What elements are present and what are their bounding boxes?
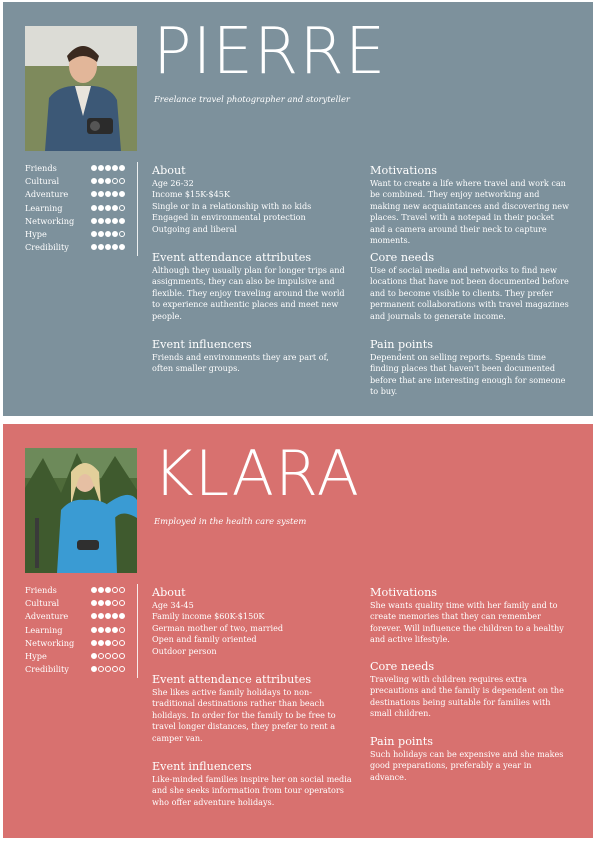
rating-dot-empty <box>112 178 118 184</box>
about-line: Income $15K-$45K <box>152 189 230 200</box>
rating-dot-filled <box>91 613 97 619</box>
trait-list <box>25 162 138 256</box>
rating-dot-filled <box>91 653 97 659</box>
core-needs-section <box>370 660 570 720</box>
rating-dot-empty <box>119 640 125 646</box>
rating-dot-filled <box>98 627 104 633</box>
rating-dot-filled <box>98 613 104 619</box>
trait-rating <box>91 600 126 607</box>
trait-rating <box>91 244 126 251</box>
rating-dot-filled <box>91 205 97 211</box>
rating-dot-filled <box>98 640 104 646</box>
trait-label: Cultural <box>25 598 60 609</box>
section-title: Event influencers <box>152 760 252 773</box>
trait-rating <box>91 191 126 198</box>
rating-dot-empty <box>98 653 104 659</box>
rating-dot-filled <box>91 666 97 672</box>
section-text: Want to create a life where travel and work can be combined. They enjoy networking and making new acquaintances and discovering new places. Travel with a notepad in their pocket and a camera around their neck to capture moments. <box>370 178 570 246</box>
persona-card-pierre <box>3 2 593 416</box>
rating-dot-filled <box>91 587 97 593</box>
rating-dot-filled <box>105 627 111 633</box>
trait-rating <box>91 640 126 647</box>
trait-row <box>25 610 137 623</box>
rating-dot-empty <box>112 600 118 606</box>
rating-dot-filled <box>98 178 104 184</box>
trait-row <box>25 162 137 175</box>
rating-dot-empty <box>119 666 125 672</box>
trait-rating <box>91 205 126 212</box>
section-title: Motivations <box>370 586 438 599</box>
section-text: She likes active family holidays to non-traditional destinations rather than beach holidays. In order for the family to be free to travel longer distances, they prefer to rent a camper van. <box>152 687 336 743</box>
rating-dot-filled <box>91 218 97 224</box>
rating-dot-filled <box>112 244 118 250</box>
rating-dot-filled <box>105 640 111 646</box>
section-title: Pain points <box>370 338 433 351</box>
trait-row <box>25 215 137 228</box>
rating-dot-filled <box>119 218 125 224</box>
trait-list <box>25 584 138 678</box>
trait-rating <box>91 653 126 660</box>
event-attendance-section <box>152 673 352 744</box>
section-title: Core needs <box>370 660 435 673</box>
trait-label: Credibility <box>25 242 69 253</box>
trait-label: Networking <box>25 637 75 648</box>
rating-dot-filled <box>119 191 125 197</box>
rating-dot-empty <box>112 653 118 659</box>
pain-points-section <box>370 338 570 398</box>
persona-photo <box>25 26 137 151</box>
trait-rating <box>91 587 126 594</box>
about-line: Age 34-45 <box>152 600 194 610</box>
rating-dot-filled <box>112 218 118 224</box>
rating-dot-filled <box>91 244 97 250</box>
rating-dot-filled <box>105 600 111 606</box>
about-line: Open and family oriented <box>152 634 257 645</box>
trait-row <box>25 637 137 650</box>
rating-dot-filled <box>91 165 97 171</box>
trait-label: Adventure <box>25 611 69 622</box>
trait-row <box>25 188 137 201</box>
rating-dot-filled <box>105 218 111 224</box>
rating-dot-filled <box>112 205 118 211</box>
trait-row <box>25 228 137 241</box>
rating-dot-empty <box>119 587 125 593</box>
trait-row <box>25 202 137 215</box>
rating-dot-filled <box>105 244 111 250</box>
rating-dot-filled <box>112 165 118 171</box>
event-attendance-section <box>152 251 352 322</box>
trait-row <box>25 597 137 610</box>
rating-dot-empty <box>119 231 125 237</box>
persona-name: KLARA <box>153 437 361 510</box>
trait-rating <box>91 218 126 225</box>
about-section <box>152 164 311 235</box>
persona-tagline: Freelance travel photographer and storyteller <box>154 94 350 104</box>
rating-dot-filled <box>105 165 111 171</box>
rating-dot-filled <box>105 191 111 197</box>
rating-dot-filled <box>98 231 104 237</box>
rating-dot-filled <box>91 178 97 184</box>
rating-dot-empty <box>119 627 125 633</box>
persona-photo <box>25 448 137 573</box>
rating-dot-filled <box>91 600 97 606</box>
motivations-section <box>370 164 570 246</box>
motivations-section <box>370 586 570 646</box>
rating-dot-filled <box>119 244 125 250</box>
rating-dot-filled <box>91 627 97 633</box>
trait-rating <box>91 666 126 673</box>
trait-label: Networking <box>25 215 75 226</box>
rating-dot-empty <box>112 666 118 672</box>
section-text: Dependent on selling reports. Spends time finding places that haven't been documented before that are interesting enough for someone to buy. <box>370 352 566 397</box>
trait-row <box>25 624 137 637</box>
rating-dot-filled <box>105 205 111 211</box>
trait-label: Learning <box>25 624 63 635</box>
core-needs-section <box>370 251 570 322</box>
trait-row <box>25 175 137 188</box>
section-title: About <box>152 586 186 599</box>
section-title: Event attendance attributes <box>152 673 312 686</box>
rating-dot-filled <box>98 218 104 224</box>
rating-dot-filled <box>98 587 104 593</box>
rating-dot-empty <box>112 587 118 593</box>
rating-dot-filled <box>112 191 118 197</box>
section-title: About <box>152 164 186 177</box>
rating-dot-filled <box>105 613 111 619</box>
persona-tagline: Employed in the health care system <box>154 516 307 526</box>
about-line: Family income $60K-$150K <box>152 611 265 622</box>
persona-name: PIERRE <box>153 15 387 89</box>
rating-dot-filled <box>98 600 104 606</box>
rating-dot-filled <box>119 613 125 619</box>
about-line: Single or in a relationship with no kids <box>152 200 312 211</box>
trait-row <box>25 241 137 254</box>
about-line: Outdoor person <box>152 645 217 656</box>
about-section <box>152 586 283 657</box>
trait-rating <box>91 613 126 620</box>
trait-label: Credibility <box>25 664 69 675</box>
rating-dot-filled <box>105 178 111 184</box>
section-text: Traveling with children requires extra precautions and the family is dependent on the destinations being suitable for families with small children. <box>370 674 564 719</box>
trait-rating <box>91 231 126 238</box>
rating-dot-filled <box>91 231 97 237</box>
rating-dot-filled <box>91 640 97 646</box>
rating-dot-empty <box>119 205 125 211</box>
trait-label: Cultural <box>25 176 60 187</box>
rating-dot-filled <box>105 231 111 237</box>
pain-points-section <box>370 735 570 783</box>
trait-label: Learning <box>25 202 63 213</box>
trait-row <box>25 584 137 597</box>
rating-dot-empty <box>119 600 125 606</box>
rating-dot-empty <box>98 666 104 672</box>
trait-label: Hype <box>25 650 47 661</box>
trait-rating <box>91 165 126 172</box>
section-text: She wants quality time with her family and to create memories that they can remember forever. Will influence the children to a healthy and active lifestyle. <box>370 600 564 645</box>
trait-label: Friends <box>25 163 57 173</box>
rating-dot-empty <box>119 653 125 659</box>
about-line: German mother of two, married <box>152 622 284 633</box>
rating-dot-filled <box>112 613 118 619</box>
about-line: Age 26-32 <box>152 178 194 188</box>
rating-dot-empty <box>105 666 111 672</box>
rating-dot-empty <box>119 178 125 184</box>
trait-row <box>25 663 137 676</box>
trait-rating <box>91 627 126 634</box>
section-text: Use of social media and networks to find new locations that have not been documented before and to become visible to clients. They prefer permanent collaborations with travel magazines and journals to generate income. <box>370 265 569 321</box>
section-text: Such holidays can be expensive and she makes good preparations, preferably a year in advance. <box>370 749 564 782</box>
event-influencers-section <box>152 338 352 375</box>
rating-dot-filled <box>105 587 111 593</box>
rating-dot-filled <box>98 244 104 250</box>
section-title: Event attendance attributes <box>152 251 312 264</box>
rating-dot-filled <box>91 191 97 197</box>
rating-dot-filled <box>98 165 104 171</box>
trait-row <box>25 650 137 663</box>
section-text: Although they usually plan for longer trips and assignments, they can also be impulsive and flexible. They enjoy traveling around the world to experience authentic places and meet new people. <box>152 265 345 321</box>
rating-dot-filled <box>98 205 104 211</box>
section-title: Pain points <box>370 735 433 748</box>
trait-label: Adventure <box>25 189 69 200</box>
about-line: Outgoing and liberal <box>152 223 237 234</box>
rating-dot-empty <box>112 640 118 646</box>
section-title: Event influencers <box>152 338 252 351</box>
section-title: Motivations <box>370 164 438 177</box>
section-text: Like-minded families inspire her on social media and she seeks information from tour operators who offer adventure holidays. <box>152 774 352 807</box>
rating-dot-filled <box>112 627 118 633</box>
rating-dot-empty <box>105 653 111 659</box>
section-title: Core needs <box>370 251 435 264</box>
trait-rating <box>91 178 126 185</box>
about-line: Engaged in environmental protection <box>152 212 306 223</box>
trait-label: Hype <box>25 228 47 239</box>
rating-dot-filled <box>112 231 118 237</box>
event-influencers-section <box>152 760 352 808</box>
rating-dot-filled <box>119 165 125 171</box>
trait-label: Friends <box>25 585 57 595</box>
section-text: Friends and environments they are part of, often smaller groups. <box>152 352 329 374</box>
rating-dot-filled <box>98 191 104 197</box>
persona-card-klara <box>3 424 593 838</box>
